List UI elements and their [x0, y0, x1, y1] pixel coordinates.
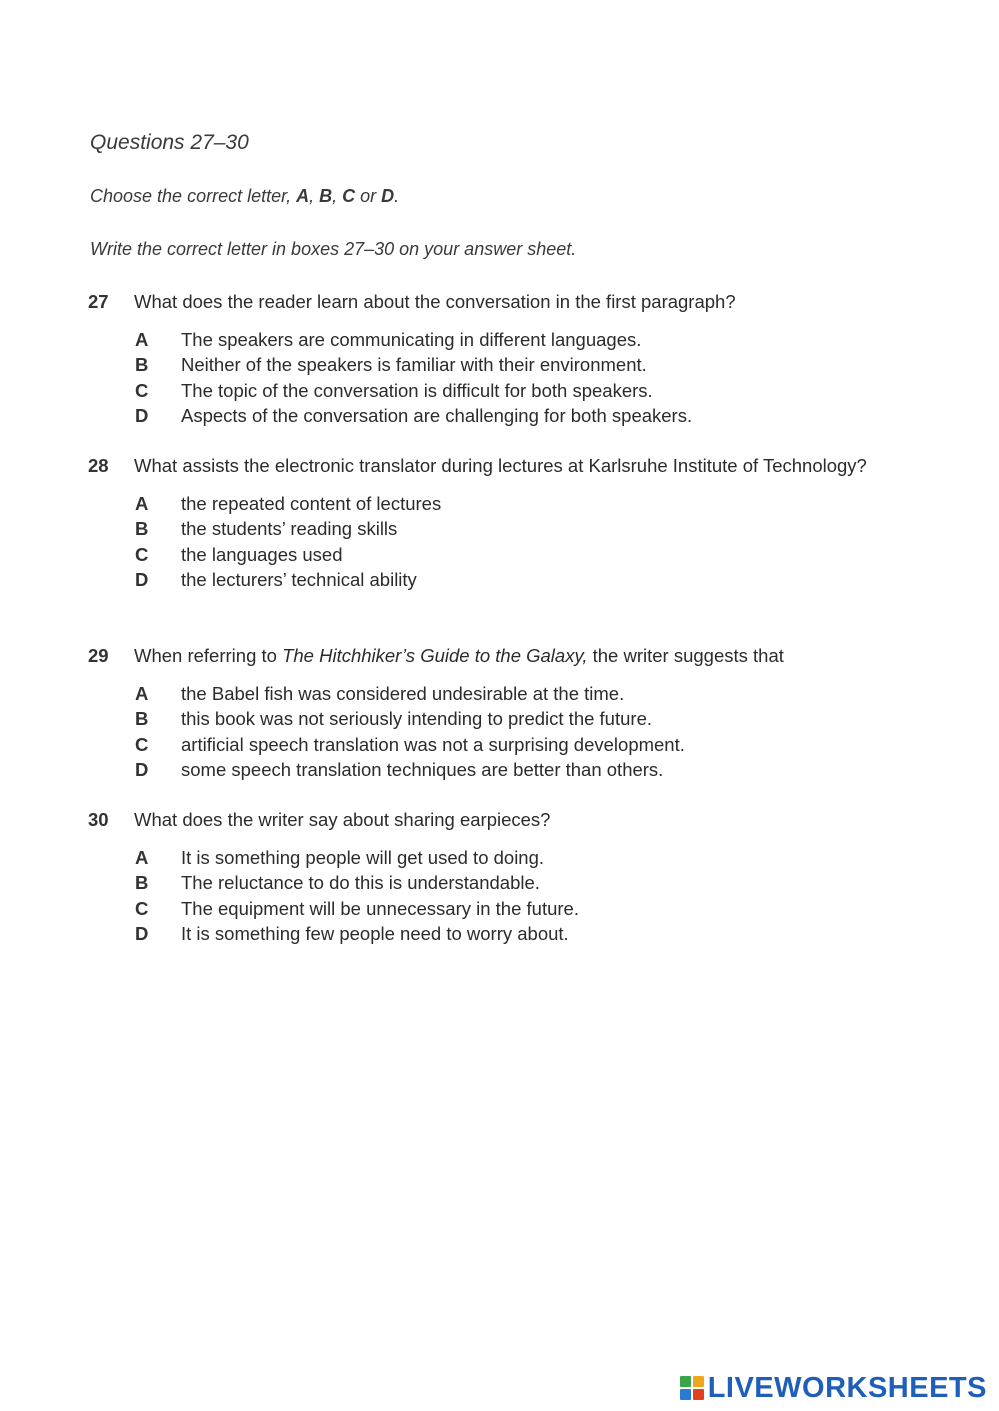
option-c[interactable]: C artificial speech translation was not a surprising development.: [135, 733, 685, 755]
book-title: The Hitchhiker’s Guide to the Galaxy,: [282, 645, 588, 666]
section-title: Questions 27–30: [90, 131, 249, 154]
question-29: [88, 643, 938, 782]
option-a[interactable]: A It is something people will get used to doing.: [135, 847, 545, 868]
question-27: [88, 289, 908, 428]
option-b[interactable]: B The reluctance to do this is understandable.: [135, 872, 540, 894]
option-d[interactable]: D Aspects of the conversation are challenging for both speakers.: [135, 404, 693, 426]
option-c[interactable]: C The topic of the conversation is difficult for both speakers.: [135, 379, 653, 401]
question-number: 27: [88, 291, 109, 312]
options-list: [135, 327, 908, 428]
option-d[interactable]: D It is something few people need to worry about.: [135, 922, 569, 944]
option-b[interactable]: B the students’ reading skills: [135, 518, 398, 540]
question-number: 28: [88, 455, 109, 476]
option-b[interactable]: B Neither of the speakers is familiar with their environment.: [135, 354, 647, 376]
options-list: [135, 845, 908, 946]
options-list: [135, 491, 878, 592]
liveworksheets-logo-text: LIVEWORKSHEETS: [707, 1371, 987, 1404]
question-number: 30: [88, 809, 109, 830]
options-list: [135, 681, 938, 782]
question-text: What assists the electronic translator during lectures at Karlsruhe Institute of Technology?: [134, 455, 867, 476]
option-c[interactable]: C the languages used: [135, 543, 343, 565]
question-text: What does the writer say about sharing earpieces?: [134, 809, 551, 830]
option-c[interactable]: C The equipment will be unnecessary in the future.: [135, 897, 579, 919]
option-b[interactable]: B this book was not seriously intending to predict the future.: [135, 708, 652, 730]
option-a[interactable]: A The speakers are communicating in different languages.: [135, 329, 642, 350]
liveworksheets-logo-icon: [680, 1376, 704, 1400]
liveworksheets-logo[interactable]: [680, 1371, 987, 1405]
instruction-answer-sheet: Write the correct letter in boxes 27–30 on your answer sheet.: [90, 239, 577, 259]
question-28: [88, 453, 878, 592]
question-text: What does the reader learn about the conversation in the first paragraph?: [134, 291, 736, 312]
option-d[interactable]: D some speech translation techniques are better than others.: [135, 758, 664, 780]
question-30: [88, 807, 908, 946]
question-text: When referring to The Hitchhiker’s Guide to the Galaxy, the writer suggests that: [134, 645, 784, 666]
question-number: 29: [88, 645, 109, 666]
instruction-choose-letter: Choose the correct letter, A, B, C or D.: [90, 186, 400, 206]
option-a[interactable]: A the Babel fish was considered undesirable at the time.: [135, 683, 625, 704]
option-a[interactable]: A the repeated content of lectures: [135, 493, 442, 514]
option-d[interactable]: D the lecturers’ technical ability: [135, 568, 417, 590]
